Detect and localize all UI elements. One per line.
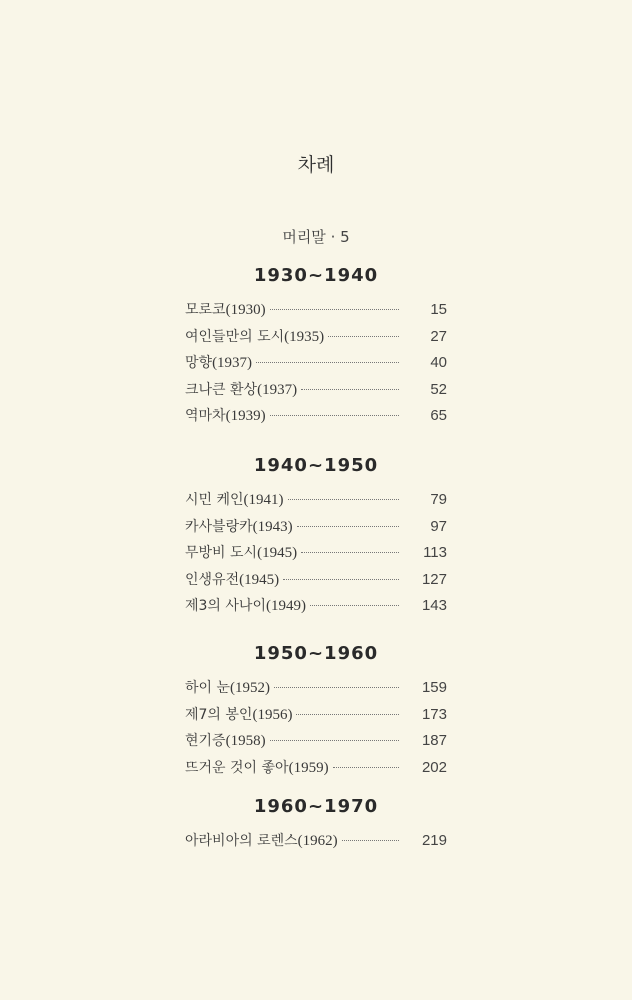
toc-entry[interactable] bbox=[185, 405, 447, 432]
entry-title: 망향 bbox=[185, 355, 213, 371]
toc-section bbox=[185, 643, 447, 783]
entry-year: (1949) bbox=[265, 598, 306, 614]
entry-year: (1943) bbox=[252, 518, 293, 535]
entry-page-number: 52 bbox=[430, 380, 447, 398]
entry-year: (1952) bbox=[230, 680, 271, 696]
section-heading: 1950~1960 bbox=[253, 643, 379, 664]
entry-page-number: 219 bbox=[421, 832, 447, 849]
entry-year: (1939) bbox=[225, 408, 266, 424]
dot-leader bbox=[274, 687, 399, 688]
toc-entry[interactable] bbox=[185, 704, 447, 731]
toc-entry[interactable] bbox=[185, 569, 447, 596]
section-heading: 1930~1940 bbox=[253, 265, 379, 286]
dot-leader bbox=[270, 740, 399, 741]
entry-page-number: 159 bbox=[421, 679, 447, 696]
toc-entry[interactable] bbox=[185, 595, 447, 622]
page-title: 차례 bbox=[297, 154, 335, 176]
dot-leader bbox=[288, 499, 399, 500]
dot-leader bbox=[297, 526, 399, 527]
entry-title: 하이 눈 bbox=[185, 680, 231, 696]
entry-year: (1935) bbox=[284, 328, 325, 345]
entry-title: 뜨거운 것이 좋아 bbox=[185, 759, 289, 776]
entry-year: (1937) bbox=[257, 381, 298, 398]
entry-page-number: 202 bbox=[421, 758, 447, 776]
entry-year: (1930) bbox=[225, 302, 266, 318]
toc-entry[interactable] bbox=[185, 326, 447, 353]
entry-page-number: 127 bbox=[421, 570, 447, 588]
entry-page-number: 173 bbox=[421, 705, 447, 723]
toc-section bbox=[185, 455, 447, 622]
entry-title: 인생유전 bbox=[185, 571, 240, 588]
dot-leader bbox=[283, 579, 399, 580]
entry-year: (1945) bbox=[257, 545, 298, 561]
toc-entry[interactable] bbox=[185, 830, 447, 857]
entry-title: 무방비 도시 bbox=[185, 545, 258, 561]
toc-entry[interactable] bbox=[185, 352, 447, 379]
entry-page-number: 187 bbox=[421, 732, 447, 749]
entry-title: 현기증 bbox=[185, 733, 226, 749]
dot-leader bbox=[328, 336, 399, 337]
entry-year: (1962) bbox=[297, 833, 338, 849]
toc-entry[interactable] bbox=[185, 489, 447, 516]
entry-page-number: 65 bbox=[430, 407, 447, 424]
dot-leader bbox=[270, 309, 399, 310]
entry-year: (1959) bbox=[288, 759, 329, 776]
entry-title: 시민 케인 bbox=[185, 492, 244, 508]
entry-page-number: 113 bbox=[423, 544, 447, 561]
entry-title: 모로코 bbox=[185, 302, 226, 318]
entry-page-number: 40 bbox=[430, 354, 447, 371]
entry-year: (1956) bbox=[252, 706, 293, 723]
dot-leader bbox=[301, 389, 399, 390]
dot-leader bbox=[333, 767, 399, 768]
entry-title: 아라비아의 로렌스 bbox=[185, 833, 298, 849]
toc-entry[interactable] bbox=[185, 730, 447, 757]
entry-year: (1958) bbox=[225, 733, 266, 749]
toc-entry[interactable] bbox=[185, 379, 447, 406]
toc-entry[interactable] bbox=[185, 757, 447, 784]
toc-section bbox=[185, 796, 447, 857]
entry-year: (1941) bbox=[243, 492, 284, 508]
entry-page-number: 143 bbox=[421, 597, 447, 614]
entry-title: 여인들만의 도시 bbox=[185, 328, 285, 345]
dot-leader bbox=[342, 840, 399, 841]
entry-title: 역마차 bbox=[185, 408, 226, 424]
dot-leader bbox=[296, 714, 399, 715]
section-heading: 1960~1970 bbox=[253, 796, 379, 817]
entry-page-number: 97 bbox=[430, 517, 447, 535]
toc-entry[interactable] bbox=[185, 677, 447, 704]
dot-leader bbox=[310, 605, 399, 606]
toc-entry[interactable] bbox=[185, 542, 447, 569]
entry-title: 카사블랑카 bbox=[185, 518, 253, 535]
entry-title: 제3의 사나이 bbox=[185, 598, 266, 614]
dot-leader bbox=[270, 415, 399, 416]
dot-leader bbox=[256, 362, 399, 363]
entry-page-number: 79 bbox=[430, 491, 447, 508]
dot-leader bbox=[301, 552, 399, 553]
toc-entry[interactable] bbox=[185, 516, 447, 543]
entry-year: (1937) bbox=[212, 355, 253, 371]
entry-year: (1945) bbox=[239, 571, 280, 588]
entry-title: 크나큰 환상 bbox=[185, 381, 258, 398]
entry-page-number: 27 bbox=[430, 327, 447, 345]
entry-title: 제7의 봉인 bbox=[185, 706, 253, 723]
toc-section bbox=[185, 265, 447, 432]
toc-entry[interactable] bbox=[185, 299, 447, 326]
entry-page-number: 15 bbox=[430, 301, 447, 318]
preface-entry[interactable]: 머리말 · 5 bbox=[282, 228, 350, 246]
section-heading: 1940~1950 bbox=[253, 455, 379, 476]
